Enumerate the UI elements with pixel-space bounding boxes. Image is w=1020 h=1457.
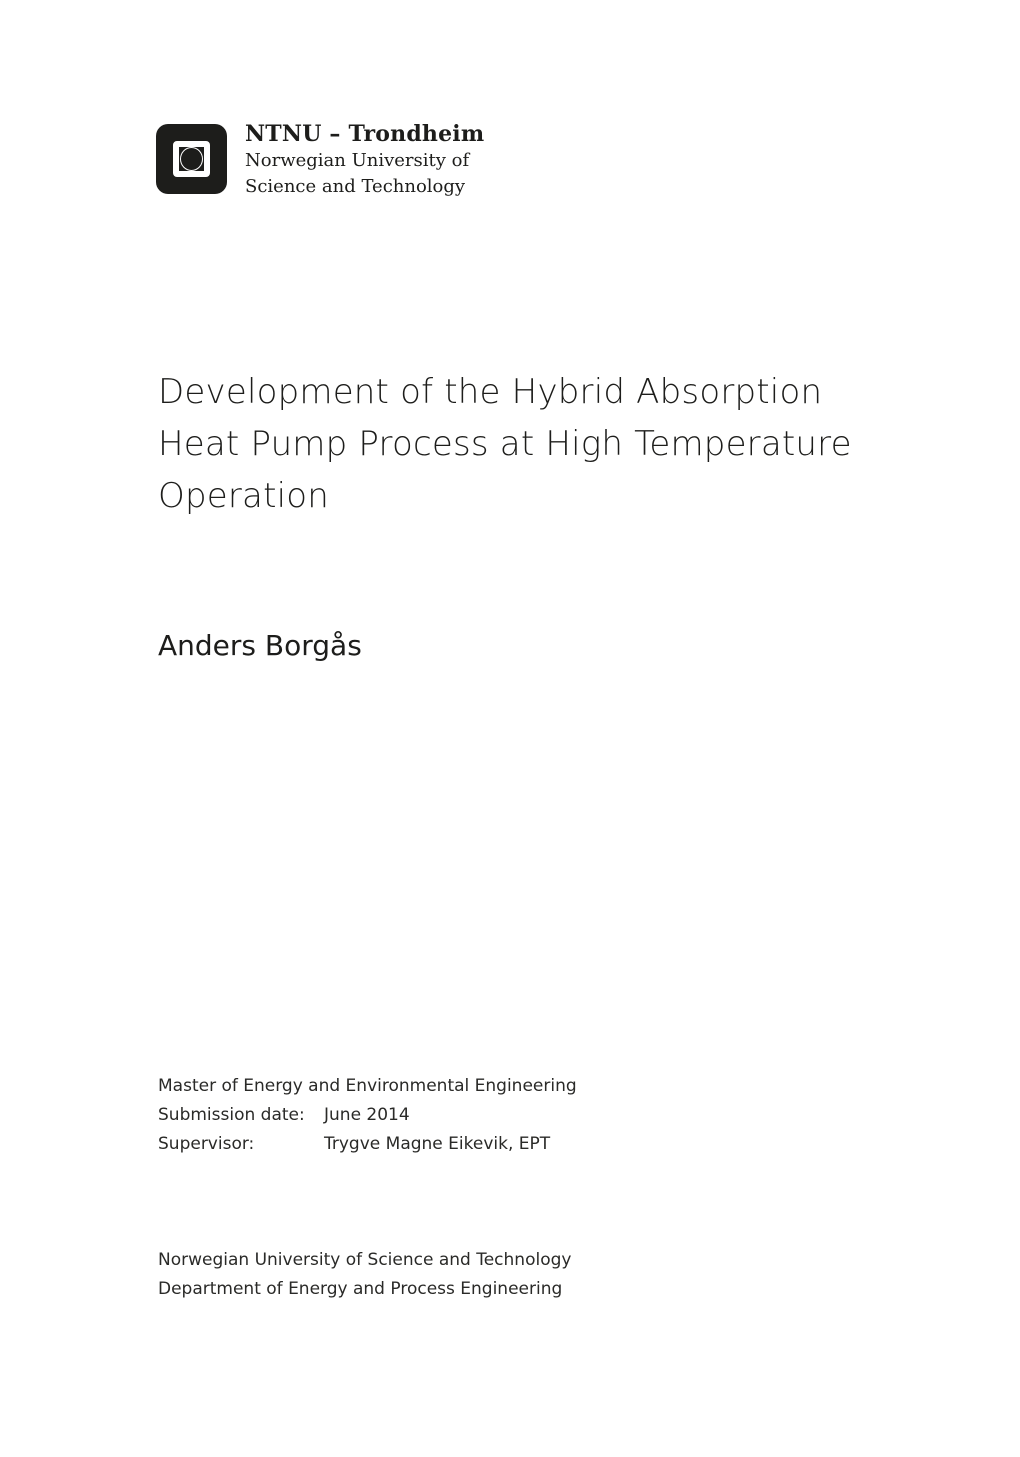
institution [158,1246,571,1304]
logo-line-3: Science and Technology [245,176,466,197]
supervisor-row [158,1130,577,1159]
supervisor-label: Supervisor: [158,1134,255,1154]
submission-row [158,1101,577,1130]
department-name: Department of Energy and Process Engineering [158,1279,563,1299]
thesis-title [158,366,918,522]
title-line-3: Operation [158,476,330,516]
title-line-2: Heat Pump Process at High Temperature [158,424,852,464]
thesis-meta [158,1072,577,1159]
university-name: Norwegian University of Science and Technology [158,1250,572,1270]
supervisor-value: Trygve Magne Eikevik, EPT [324,1134,551,1154]
logo-line-2: Norwegian University of [245,150,470,171]
logo-ring [173,141,210,177]
submission-label: Submission date: [158,1105,305,1125]
programme: Master of Energy and Environmental Engineering [158,1076,577,1096]
logo-line-1: NTNU – Trondheim [245,121,485,147]
submission-value: June 2014 [324,1105,410,1125]
logo-wordmark [245,120,484,200]
title-line-1: Development of the Hybrid Absorption [158,372,823,412]
author-name: Anders Borgås [158,629,362,662]
ntnu-logo-icon [156,124,227,194]
